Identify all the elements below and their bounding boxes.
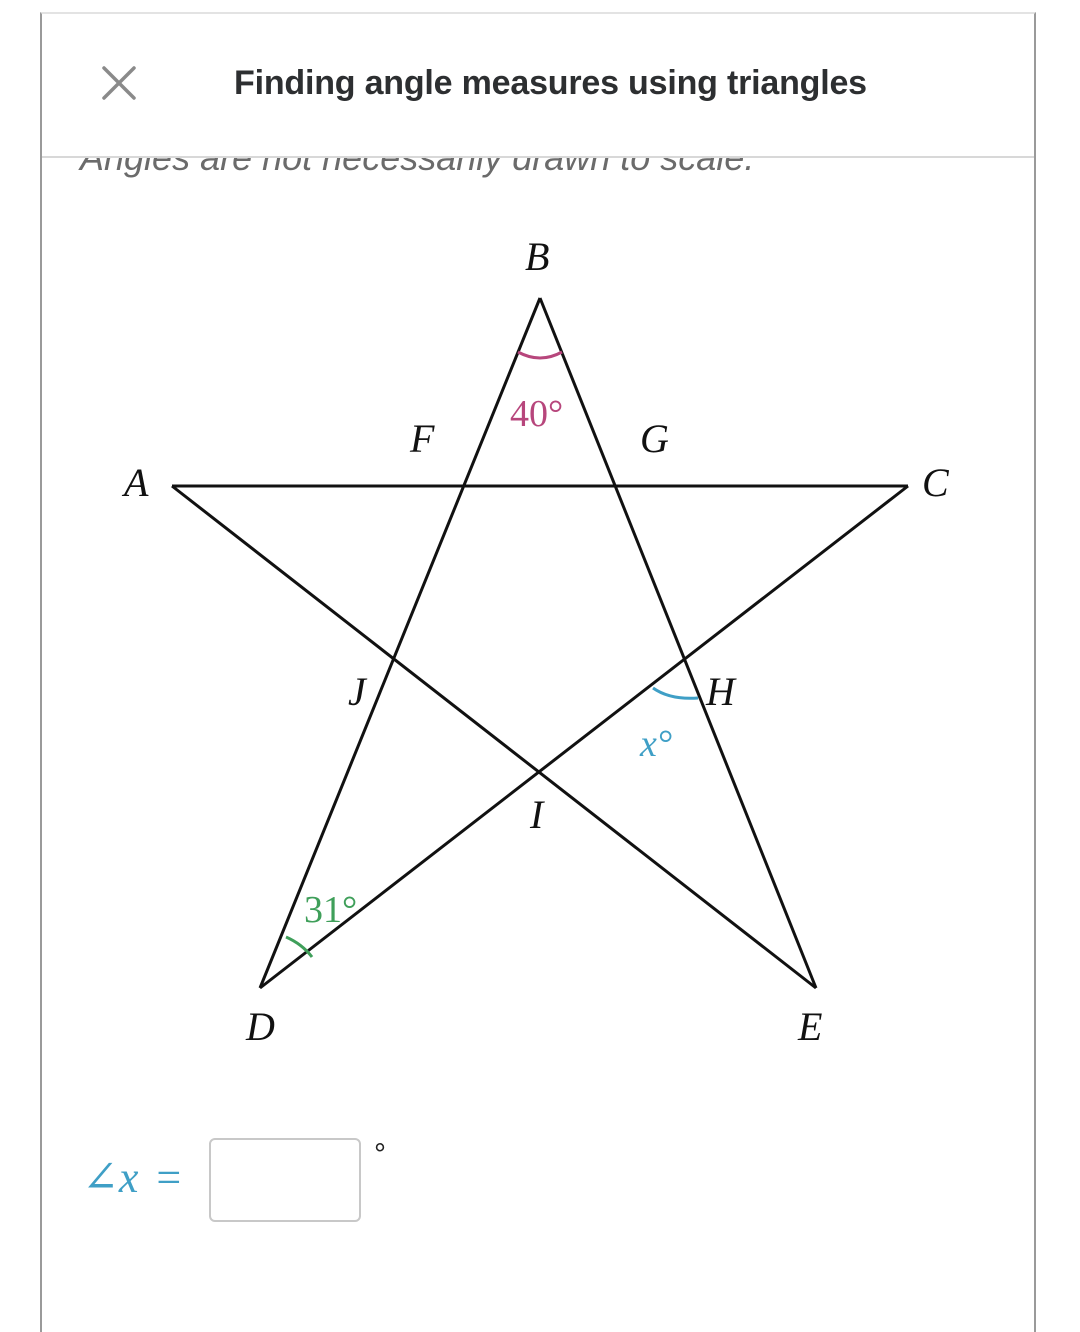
point-label-H: H — [706, 669, 735, 714]
line-B-D — [260, 298, 540, 988]
line-A-E — [172, 486, 816, 988]
angle-B-label: 40° — [510, 393, 564, 435]
point-label-A: A — [124, 460, 149, 505]
point-label-G: G — [640, 416, 669, 461]
point-label-J: J — [348, 669, 366, 714]
degree-unit: ° — [374, 1138, 386, 1171]
angle-B-arc — [518, 352, 562, 358]
angle-x-symbol: ∠x — [82, 1153, 139, 1202]
angle-x-label: x° — [640, 723, 673, 765]
point-label-I: I — [530, 792, 544, 837]
point-label-F: F — [410, 416, 435, 461]
point-label-E: E — [798, 1004, 823, 1049]
point-label-C: C — [922, 460, 949, 505]
point-label-B: B — [525, 234, 550, 279]
angle-x-arc — [653, 688, 698, 698]
angle-D-label: 31° — [304, 889, 358, 931]
hint-text-clip — [42, 158, 1034, 172]
header-bar — [42, 14, 1034, 158]
angle-D-arc — [286, 937, 312, 957]
equals-sign: = — [156, 1153, 182, 1202]
close-button[interactable] — [96, 60, 142, 106]
answer-input[interactable] — [209, 1138, 361, 1222]
line-B-E — [540, 298, 816, 988]
point-label-D: D — [246, 1004, 275, 1049]
close-icon — [96, 60, 142, 106]
page-title: Finding angle measures using triangles — [234, 64, 867, 102]
answer-label — [82, 1152, 181, 1203]
